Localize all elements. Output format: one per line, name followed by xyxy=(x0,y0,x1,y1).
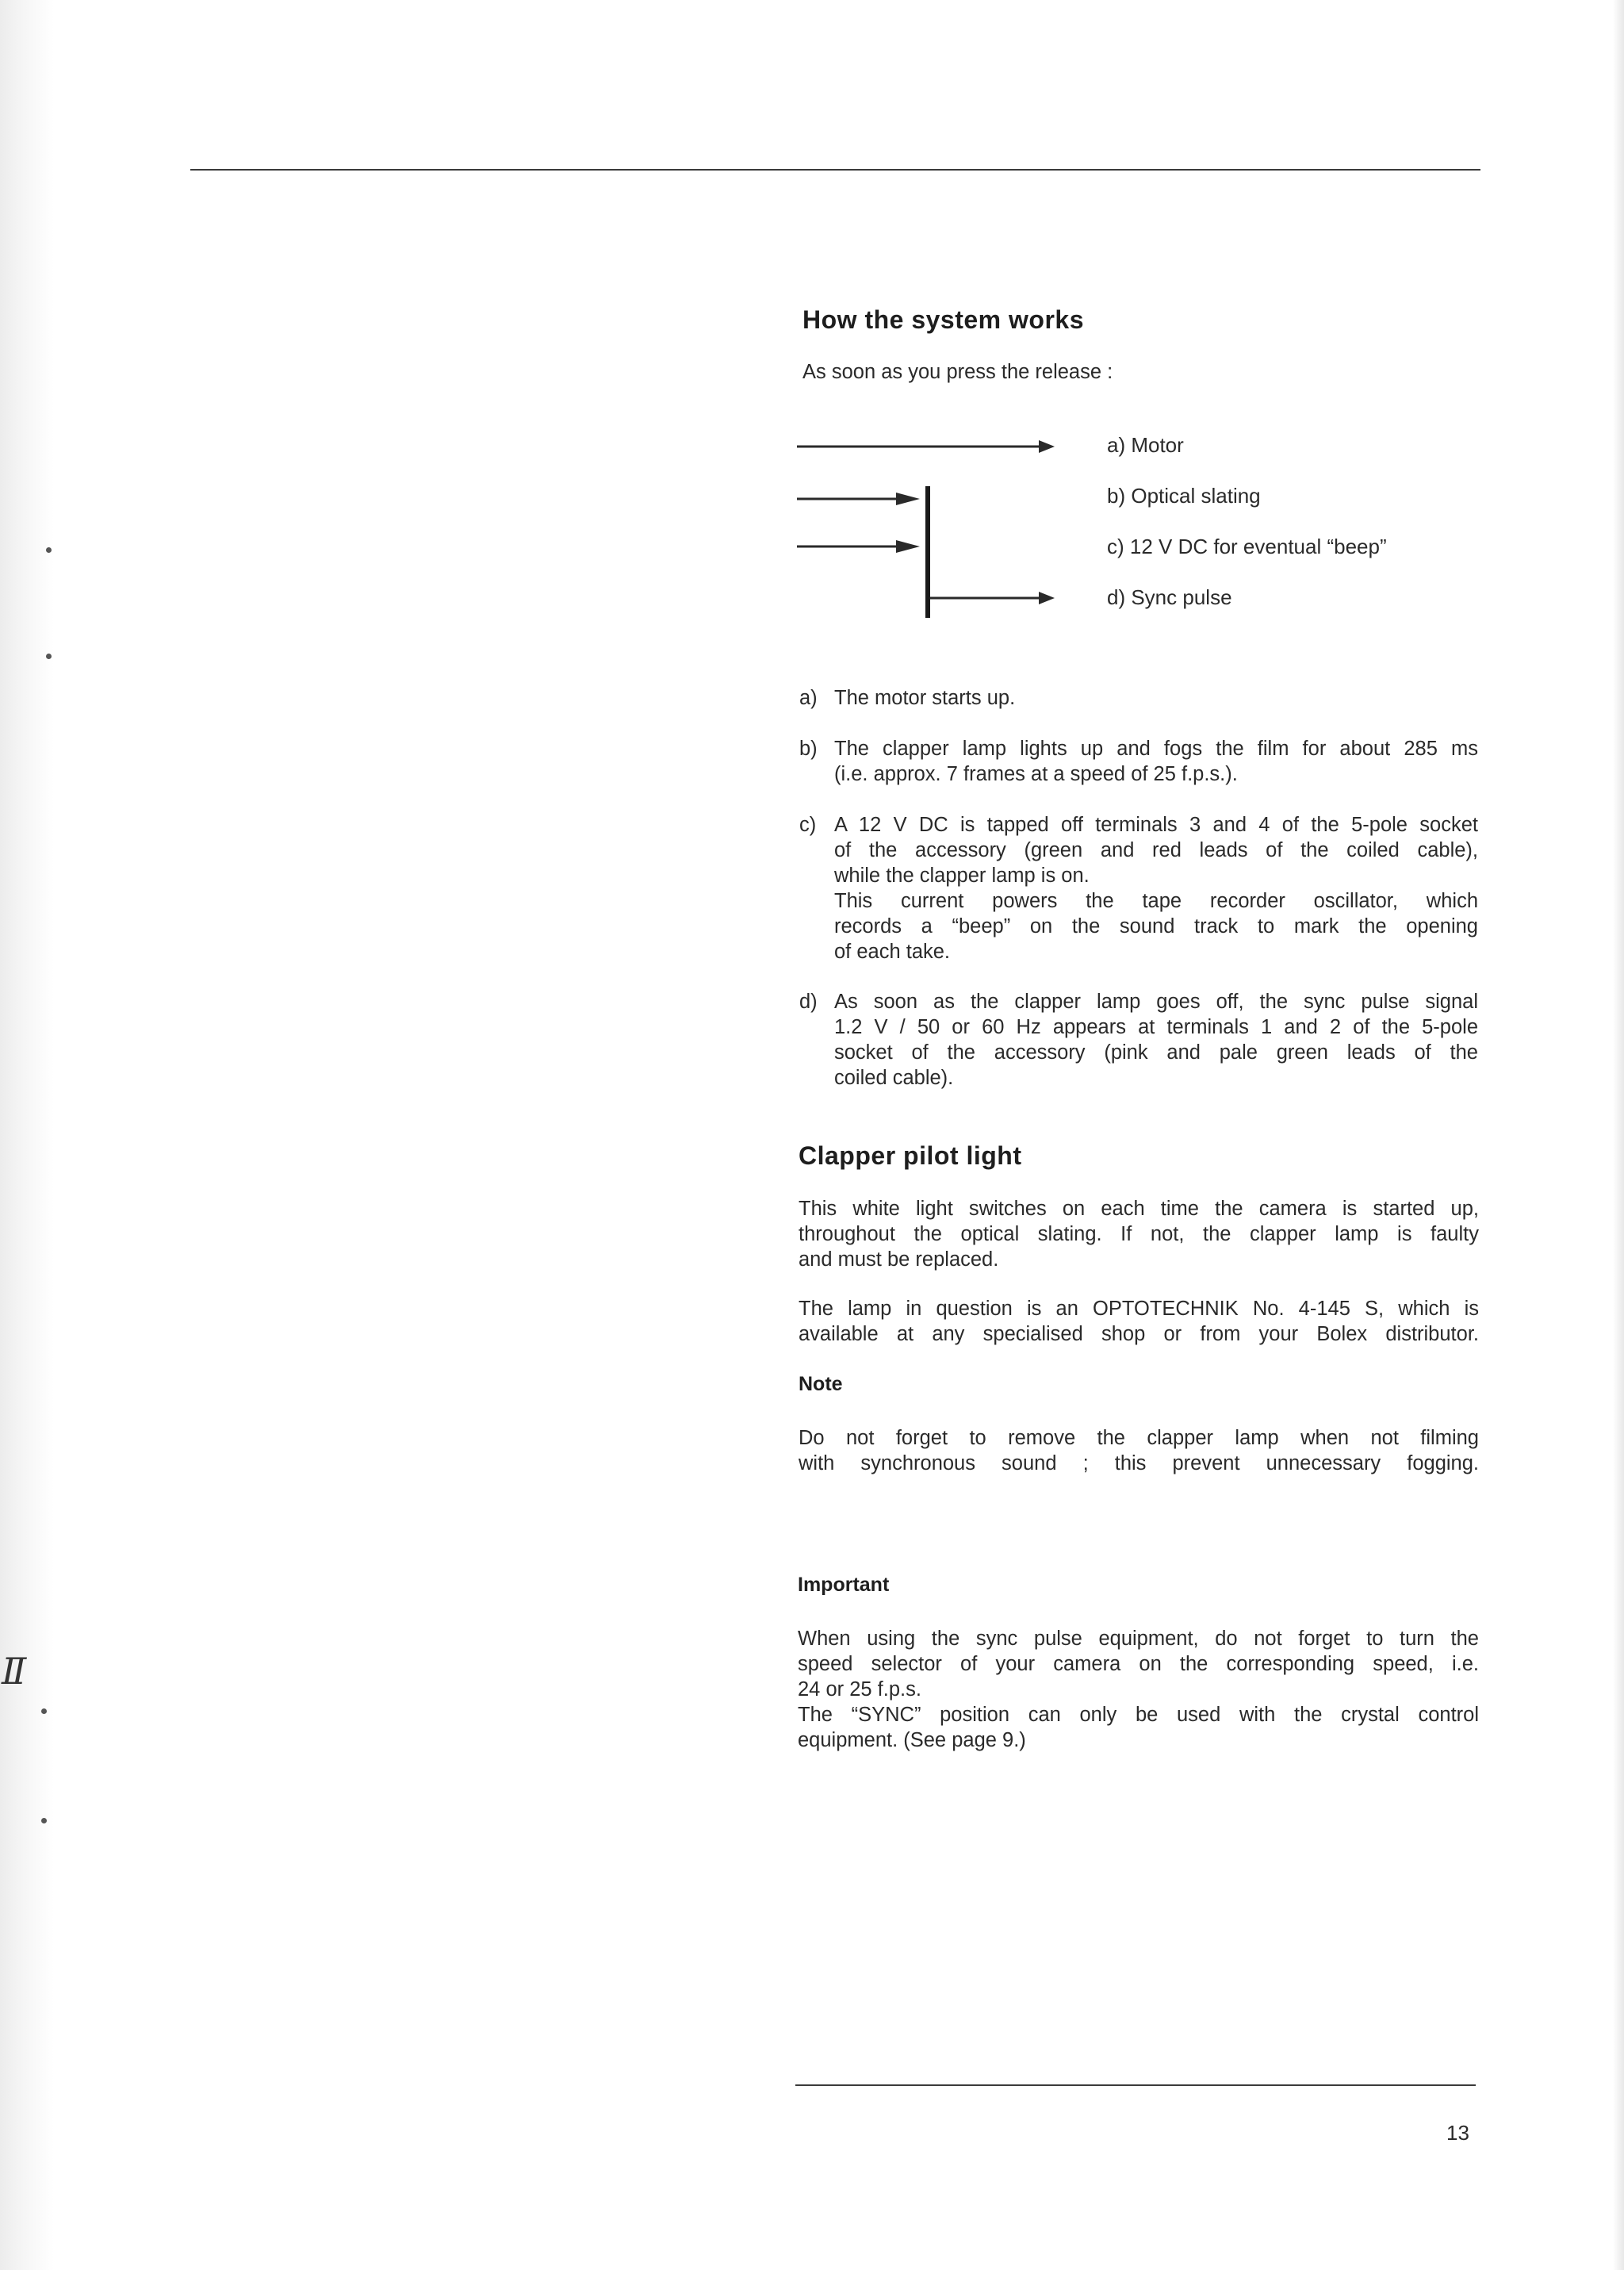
margin-dot xyxy=(46,654,52,659)
header-rule xyxy=(190,169,1480,171)
output-label-12v-beep: c) 12 V DC for eventual “beep” xyxy=(1107,535,1387,558)
step-marker: c) xyxy=(799,814,817,836)
arrow-input-1-head xyxy=(896,493,920,505)
handwritten-margin-mark: Ⅱ xyxy=(2,1650,27,1693)
step-text-line: records a “beep” on the sound track to mark the opening xyxy=(834,915,1478,938)
step-text-line: As soon as the clapper lamp goes off, the sync pulse signal xyxy=(834,991,1478,1013)
intro-text: As soon as you press the release : xyxy=(802,361,1113,383)
step-text-line: coiled cable). xyxy=(834,1067,954,1089)
step-text-line: A 12 V DC is tapped off terminals 3 and 4 of the 5-pole socket xyxy=(834,814,1478,836)
output-label-optical-slating: b) Optical slating xyxy=(1107,484,1261,508)
paragraph-line: 24 or 25 f.p.s. xyxy=(798,1678,921,1701)
important-heading: Important xyxy=(798,1574,890,1596)
margin-dot xyxy=(41,1818,47,1823)
junction-bar xyxy=(925,486,930,618)
step-text-line: The motor starts up. xyxy=(834,687,1016,709)
paragraph-line: and must be replaced. xyxy=(799,1248,999,1271)
paragraph-line: When using the sync pulse equipment, do not forget to turn the xyxy=(798,1628,1479,1650)
step-text-line: socket of the accessory (pink and pale green leads of the xyxy=(834,1041,1478,1064)
step-marker: a) xyxy=(799,687,818,709)
important-text xyxy=(798,1626,1479,1753)
paragraph-line: available at any specialised shop or from your Bolex distributor. xyxy=(799,1323,1479,1345)
margin-dot xyxy=(46,547,52,553)
paragraph-line: with synchronous sound ; this prevent unnecessary fogging. xyxy=(799,1452,1479,1474)
paragraph-line: throughout the optical slating. If not, the clapper lamp is faulty xyxy=(799,1223,1479,1245)
paragraph-line: This white light switches on each time the camera is started up, xyxy=(799,1198,1479,1220)
arrow-input-2-head xyxy=(896,540,920,553)
step-a xyxy=(799,685,1478,711)
output-label-motor: a) Motor xyxy=(1107,433,1184,457)
arrow-sync-head xyxy=(1039,592,1055,604)
binding-edge xyxy=(0,0,54,2270)
page-edge-shadow xyxy=(1613,0,1624,2270)
paragraph-line: Do not forget to remove the clapper lamp when not filming xyxy=(799,1427,1479,1449)
step-text-line: while the clapper lamp is on. xyxy=(834,865,1090,887)
page-number: 13 xyxy=(1446,2121,1469,2145)
step-b xyxy=(799,736,1478,787)
step-text-line: 1.2 V / 50 or 60 Hz appears at terminals 1 and 2 of the 5-pole xyxy=(834,1016,1478,1038)
step-c xyxy=(799,812,1478,964)
note-heading: Note xyxy=(799,1373,843,1395)
clapper-para-2 xyxy=(799,1296,1479,1347)
step-d xyxy=(799,989,1478,1091)
footer-rule xyxy=(795,2084,1476,2086)
arrow-motor-head xyxy=(1039,440,1055,453)
clapper-para-1 xyxy=(799,1196,1479,1272)
step-text-line: of the accessory (green and red leads of the coiled cable), xyxy=(834,839,1478,861)
paragraph-line: speed selector of your camera on the corresponding speed, i.e. xyxy=(798,1653,1479,1675)
step-text-line: (i.e. approx. 7 frames at a speed of 25 f.p.s.). xyxy=(834,763,1238,785)
step-text-line: The clapper lamp lights up and fogs the film for about 285 ms xyxy=(834,738,1478,760)
paragraph-line: equipment. (See page 9.) xyxy=(798,1729,1026,1751)
signal-flow-diagram xyxy=(797,420,1495,627)
step-text-line: This current powers the tape recorder oscillator, which xyxy=(834,890,1478,912)
note-text xyxy=(799,1425,1479,1476)
paragraph-line: The “SYNC” position can only be used with the crystal control xyxy=(798,1704,1479,1726)
step-marker: b) xyxy=(799,738,818,760)
section-heading-how-system-works: How the system works xyxy=(802,305,1084,334)
paragraph-line: The lamp in question is an OPTOTECHNIK No. 4-145 S, which is xyxy=(799,1298,1479,1320)
section-heading-clapper-pilot-light: Clapper pilot light xyxy=(799,1141,1022,1170)
step-text-line: of each take. xyxy=(834,941,951,963)
output-label-sync-pulse: d) Sync pulse xyxy=(1107,585,1232,609)
margin-dot xyxy=(41,1708,47,1714)
step-marker: d) xyxy=(799,991,818,1013)
